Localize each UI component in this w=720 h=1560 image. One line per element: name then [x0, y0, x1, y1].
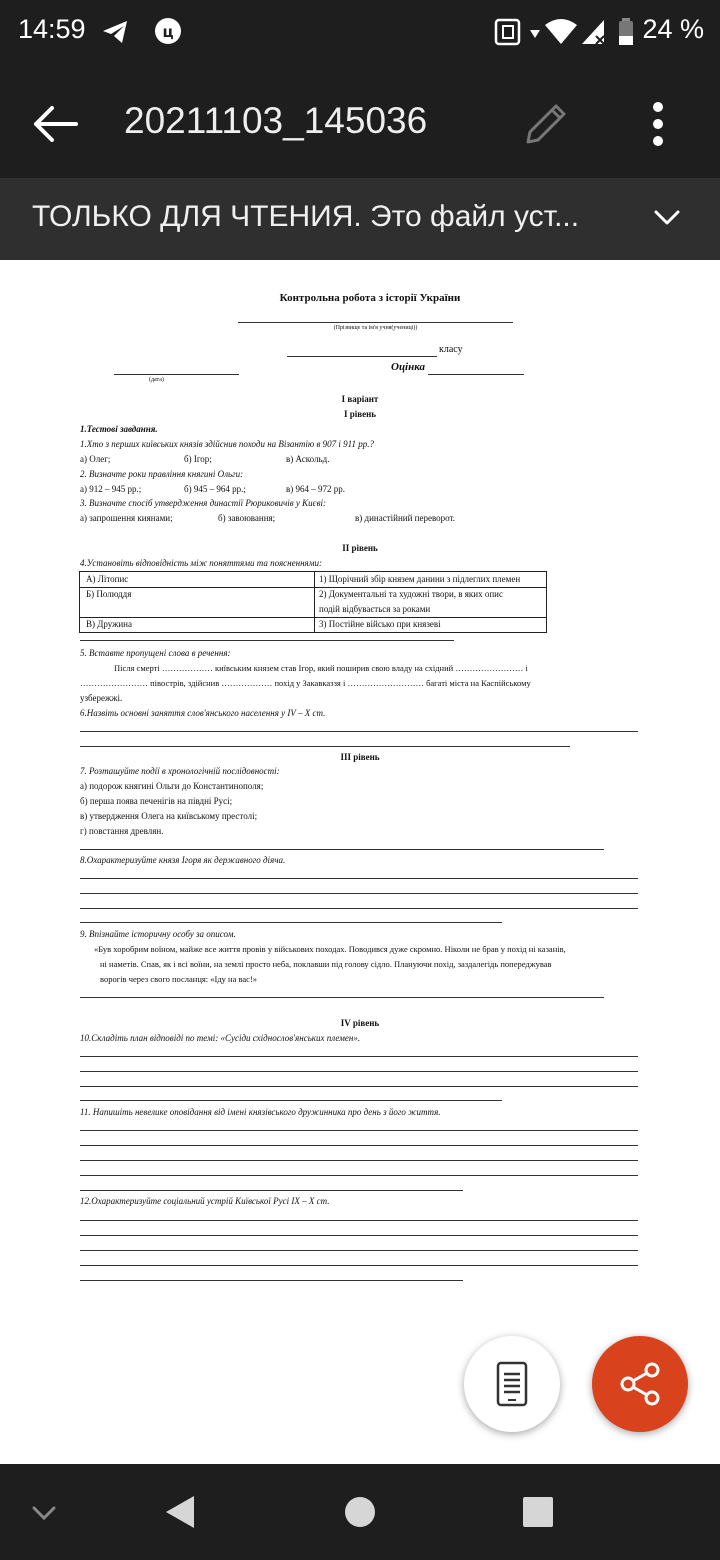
data-arrow-icon: [528, 16, 542, 48]
level1-heading: І рівень: [343, 409, 377, 419]
q11-text: 11. Напишіть невелике оповідання від імені князівського дружинника про день з його життя.: [80, 1107, 441, 1117]
q5-sentence-line2: …………………… півострів, здійснив ……………… похід у Закавказзя і ……………………… багаті міста на Каспійському: [80, 678, 531, 688]
date-line: [114, 374, 239, 375]
level4-heading: IV рівень: [340, 1018, 380, 1028]
q2-option-a: а) 912 – 945 рр.;: [80, 484, 142, 494]
battery-percent: 24 %: [642, 14, 704, 44]
q5-sentence-line1: Після смерті ……………… київським князем став Ігор, який поширив свою владу на східний …………………… і: [114, 663, 528, 673]
q12-text: 12.Охарактеризуйте соціальний устрій Київської Русі IX – X ст.: [80, 1196, 330, 1206]
q2-option-b: б) 945 – 964 рр.;: [184, 484, 246, 494]
answer-line: [80, 1145, 638, 1146]
read-only-message: ТОЛЬКО ДЛЯ ЧТЕНИЯ. Это файл уст...: [32, 200, 580, 233]
answer-line: [80, 1250, 638, 1251]
name-line: [238, 322, 513, 323]
back-button[interactable]: [26, 94, 86, 154]
q9-text: 9. Впізнайте історичну особу за описом.: [80, 929, 236, 939]
level2-heading: ІІ рівень: [342, 543, 378, 553]
q9-quote-line3: ворогів через свого посланця: «Іду на вас!»: [100, 974, 258, 984]
class-label: класу: [439, 344, 463, 355]
q4-text: 4.Установіть відповідність між поняттями та поясненнями:: [80, 558, 322, 568]
answer-line: [80, 1086, 638, 1087]
doc-title: Контрольна робота з історії України: [279, 292, 461, 304]
answer-line: [80, 922, 502, 923]
answer-line: [80, 1265, 638, 1266]
more-options-button[interactable]: [628, 94, 688, 154]
q6-text: 6.Назвіть основні заняття слов'янського населення у IV – X ст.: [80, 708, 326, 718]
battery-icon: [616, 16, 636, 48]
nfc-icon: [494, 16, 522, 48]
q7-item-b: б) перша поява печенігів на півдні Русі;: [80, 796, 233, 806]
read-aloud-button[interactable]: [464, 1336, 560, 1432]
table-cell: подій відбувається за роками: [319, 604, 431, 614]
telegram-icon: [100, 16, 130, 48]
nav-recents-icon[interactable]: [522, 1496, 554, 1528]
q7-item-a: а) подорож княгині Ольги до Константинополя;: [80, 781, 264, 791]
app-notification-icon: [154, 16, 184, 48]
q7-text: 7. Розташуйте події в хронологічній послідовності:: [80, 766, 280, 776]
nav-home-icon[interactable]: [343, 1495, 377, 1529]
document-page[interactable]: [0, 262, 720, 1462]
table-cell: Б) Полюддя: [86, 589, 132, 599]
table-cell: А) Літопис: [86, 574, 129, 584]
q3-text: 3. Визначте спосіб утвердження династії Рюриковичів у Києві:: [80, 498, 326, 508]
q7-item-c: в) утвердження Олега на київському престолі;: [80, 811, 258, 821]
arrow-left-icon: [26, 94, 86, 154]
q3-option-a: а) запрошення киянами;: [80, 513, 173, 523]
share-icon: [616, 1360, 664, 1408]
q7-item-d: г) повстання древлян.: [80, 826, 164, 836]
q1-text: 1.Хто з перших київських князів здійснив походи на Візантію в 907 і 911 рр.?: [80, 439, 374, 449]
answer-line: [80, 731, 638, 732]
matching-table: [79, 571, 547, 633]
status-time: 14:59: [18, 14, 86, 44]
level3-heading: ІІІ рівень: [340, 752, 380, 762]
more-vert-icon: [628, 94, 688, 154]
pencil-icon: [516, 94, 576, 154]
nav-back-icon[interactable]: [162, 1492, 198, 1532]
share-button[interactable]: [592, 1336, 688, 1432]
answer-line: [80, 1056, 638, 1057]
q10-text: 10.Складіть план відповіді по темі: «Сусіди східнослов'янських племен».: [80, 1033, 361, 1043]
q1-option-b: б) Ігор;: [184, 454, 212, 464]
q5-text: 5. Вставте пропущені слова в речення:: [80, 648, 231, 658]
signal-icon: [580, 16, 608, 48]
file-name: 20211103_145036: [124, 100, 428, 141]
answer-line: [80, 1160, 638, 1161]
table-cell: 2) Документальні та художні твори, в яких опис: [319, 589, 503, 599]
answer-line: [80, 878, 638, 879]
q9-quote-line1: «Був хоробрим воїном, майже все життя провів у військових походах. Поводився дуже скромно. Ніколи не брав у похід ні казанів,: [94, 944, 566, 954]
answer-line: [80, 1100, 502, 1101]
q2-option-c: в) 964 – 972 рр.: [286, 484, 345, 494]
read-only-banner[interactable]: [0, 178, 720, 260]
q1-option-a: а) Олег;: [80, 454, 111, 464]
status-bar: [0, 0, 720, 68]
edit-button[interactable]: [516, 94, 576, 154]
name-caption: (Прізвище та ім'я учня(учениці)): [333, 325, 418, 331]
table-cell: В) Дружина: [86, 619, 132, 629]
answer-line: [80, 908, 638, 909]
answer-line: [80, 1235, 638, 1236]
nav-hide-chevron-icon[interactable]: [28, 1496, 60, 1528]
q8-text: 8.Охарактеризуйте князя Ігоря як державного діяча.: [80, 855, 286, 865]
grade-label: Оцінка: [391, 361, 426, 373]
wifi-icon: [544, 16, 578, 48]
class-line: [287, 356, 437, 357]
read-aloud-icon: [488, 1360, 536, 1408]
answer-line: [80, 1190, 463, 1191]
date-caption: (дата): [149, 377, 164, 383]
q1-option-c: в) Аскольд.: [286, 454, 330, 464]
answer-line: [80, 1071, 638, 1072]
variant-heading: І варіант: [341, 394, 379, 404]
svg-text:ц: ц: [162, 23, 174, 41]
chevron-down-icon[interactable]: [650, 200, 684, 234]
q3-option-b: б) завоювання;: [218, 513, 276, 523]
grade-line: [428, 374, 524, 375]
answer-line: [80, 1130, 638, 1131]
answer-line: [80, 1220, 638, 1221]
app-toolbar: [0, 68, 720, 178]
answer-line: [80, 640, 454, 641]
answer-line: [80, 893, 638, 894]
section1-heading: 1.Тестові завдання.: [80, 424, 158, 434]
answer-line: [80, 997, 604, 998]
answer-line: [80, 849, 604, 850]
q3-option-c: в) династійний переворот.: [355, 513, 456, 523]
answer-line: [80, 1280, 463, 1281]
q9-quote-line2: ні наметів. Спав, як і всі воїни, на землі просто неба, поклавши під голову сідло. Плануючи похід, заздалегідь попереджував: [100, 959, 552, 969]
q5-sentence-line3: узбережжі.: [80, 693, 123, 703]
answer-line: [80, 746, 570, 747]
table-cell: 1) Щорічний збір князем данини з підлеглих племен: [319, 574, 521, 584]
q2-text: 2. Визначте роки правління княгині Ольги:: [80, 469, 244, 479]
system-nav-bar: [0, 1464, 720, 1560]
table-cell: 3) Постійне військо при князеві: [319, 619, 441, 629]
answer-line: [80, 1175, 638, 1176]
